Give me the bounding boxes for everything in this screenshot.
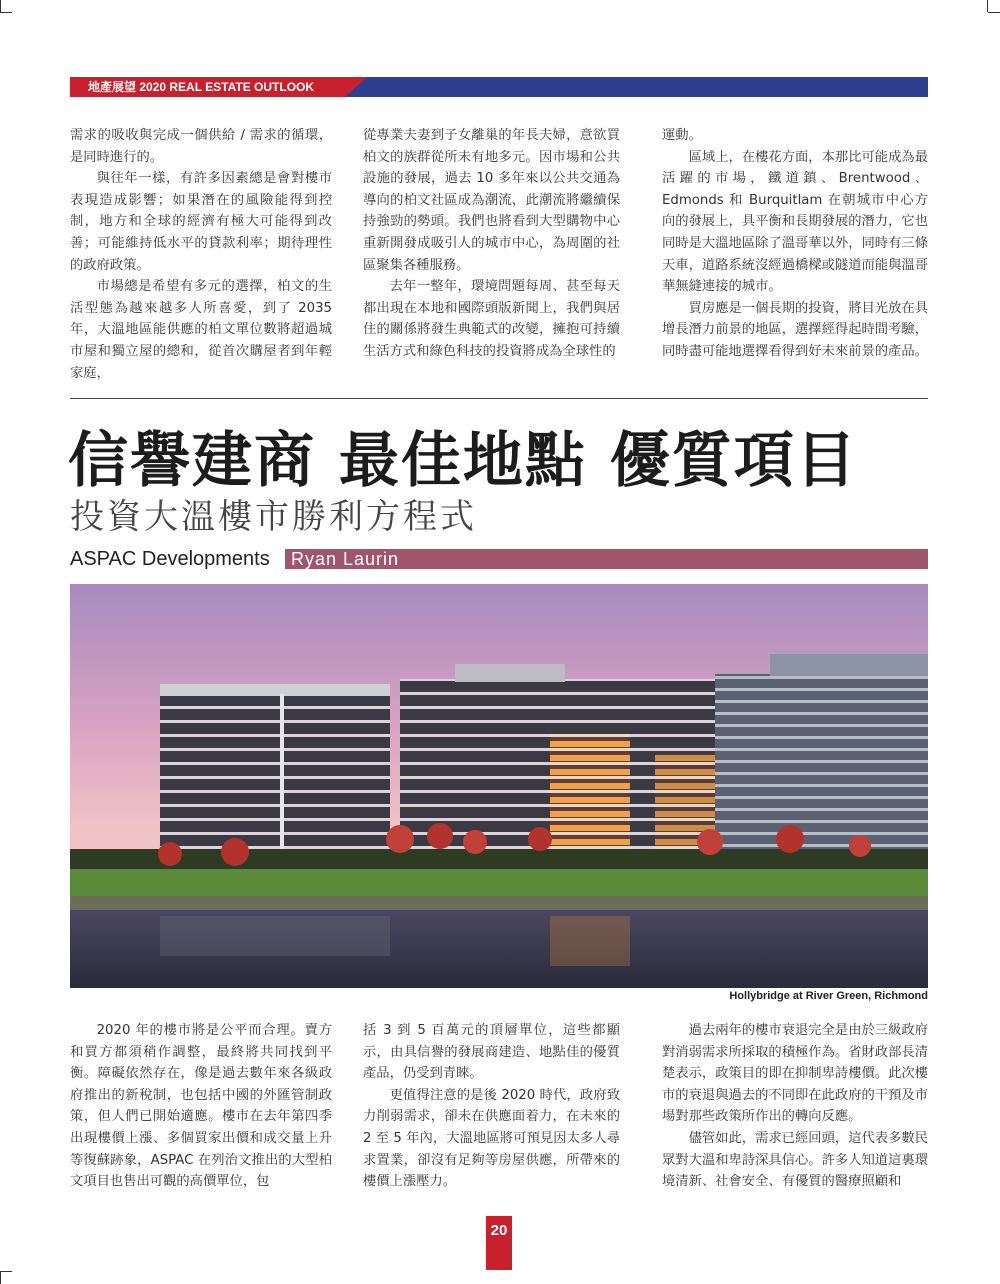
page-number: 20 bbox=[486, 1216, 512, 1270]
lawn bbox=[70, 869, 928, 899]
crop-mark-top-left-h bbox=[0, 12, 12, 13]
paragraph: 需求的吸收與完成一個供給 / 需求的循環，是同時進行的。 bbox=[70, 128, 332, 165]
byline-author: Ryan Laurin bbox=[291, 549, 400, 569]
shoreline bbox=[70, 896, 928, 910]
photo-caption: Hollybridge at River Green, Richmond bbox=[729, 990, 928, 1002]
crop-mark-top-left bbox=[0, 0, 1, 12]
top-column-1 bbox=[70, 125, 332, 384]
paragraph: 買房應是一個長期的投資，將目光放在具增長潛力前景的地區，選擇經得起時間考驗，同時盡可能地選擇看得到好未來前景的產品。 bbox=[662, 300, 928, 359]
paragraph: 運動。 bbox=[662, 128, 702, 143]
bottom-column-2 bbox=[363, 1020, 620, 1193]
paragraph: 從專業夫妻到子女離巢的年長夫婦，意欲買柏文的族群從所未有地多元。因市場和公共設施的發展，過去 10 多年來以公共交通為導向的柏文社區成為潮流，此潮流將繼續保持強勁的勢頭。我們也將看到大型購物中心重新開發成吸引人的城市中心，為周圍的社區聚集各種服務。 bbox=[363, 128, 620, 273]
crop-mark-top-right-h bbox=[988, 12, 1000, 13]
paragraph: 與往年一樣，有許多因素總是會對樓市表現造成影響；如果潛在的風險能得到控制，地方和全球的經濟有極大可能得到改善；可能維持低水平的貸款利率；期待理性的政府政策。 bbox=[70, 171, 332, 273]
paragraph: 區域上，在樓花方面，本那比可能成為最活躍的市場，鐵道鎮、Brentwood、Edmonds 和 Burquitlam 在朝城市中心方向的發展上，具平衡和長期發展的潛力，它也同時是大溫地區除了溫哥華以外，同時有三條天車，道路系統沒經過橋樑或隧道而能與溫哥華無縫連接的城市。 bbox=[662, 149, 928, 295]
article-subheadline: 投資大溫樓市勝利方程式 bbox=[70, 497, 477, 537]
crop-mark-bottom-left-h bbox=[0, 1271, 12, 1272]
right-building bbox=[715, 654, 928, 874]
left-building bbox=[160, 684, 390, 874]
section-header-label: 地產展望 2020 REAL ESTATE OUTLOOK bbox=[70, 77, 345, 97]
section-divider bbox=[70, 398, 928, 399]
byline-company: ASPAC Developments bbox=[70, 548, 270, 570]
paragraph: 括 3 到 5 百萬元的頂層單位，這些都顯示，由具信譽的發展商建造、地點佳的優質產品，仍受到青睞。 bbox=[363, 1023, 620, 1082]
header-blue-stripe bbox=[338, 77, 928, 97]
byline-bar bbox=[285, 549, 928, 569]
paragraph: 去年一整年，環境問題每周、甚至每天都出現在本地和國際頭版新聞上，我們與居住的關係將發生典範式的改變，擁抱可持續生活方式和綠色科技的投資將成為全球性的 bbox=[363, 279, 620, 359]
top-column-3 bbox=[662, 125, 928, 363]
bottom-column-1 bbox=[70, 1020, 332, 1193]
paragraph: 更值得注意的是後 2020 時代，政府致力削弱需求，卻未在供應面着力，在未來的 2 至 5 年內，大溫地區將可預見因太多人尋求置業，卻沒有足夠等房屋供應，所帶來的樓價上漲壓力。 bbox=[363, 1087, 620, 1190]
building-photo bbox=[70, 584, 928, 988]
top-column-2 bbox=[363, 125, 620, 363]
crop-mark-top-right bbox=[987, 0, 988, 12]
crop-mark-bottom-left bbox=[0, 1272, 1, 1284]
paragraph: 過去兩年的樓市衰退完全是由於三級政府對消弱需求所採取的積極作為。省財政部長清楚表示，政策目的即在抑制卑詩樓價。此次樓市的衰退與過去的不同即在此政府的干預及市場對那些政策所作出的轉向反應。 bbox=[662, 1023, 928, 1125]
section-header-band bbox=[70, 77, 928, 97]
paragraph: 儘管如此，需求已經回頭，這代表多數民眾對大溫和卑詩深具信心。許多人知道這裏環境清新、社會安全、有優質的醫療照顧和 bbox=[662, 1130, 928, 1190]
article-headline: 信譽建商 最佳地點 優質項目 bbox=[68, 426, 858, 496]
paragraph: 2020 年的樓市將是公平而合理。賣方和買方都須稍作調整，最終將共同找到平衡。障礙依然存在，像是過去數年來各級政府推出的新稅制，也包括中國的外匯管制政策，但人們已開始適應。樓市在去年第四季出現樓價上漲、多個買家出價和成交量上升等復蘇跡象，ASPAC 在列治文推出的大型柏文項目也售出可觀的高價單位，包 bbox=[70, 1023, 332, 1190]
bottom-column-3 bbox=[662, 1020, 928, 1193]
paragraph: 市場總是希望有多元的選擇，柏文的生活型態為越來越多人所喜愛，到了 2035 年，大溫地區能供應的柏文單位數將超過城市屋和獨立屋的總和，從首次購屋者到年輕家庭， bbox=[70, 279, 332, 381]
